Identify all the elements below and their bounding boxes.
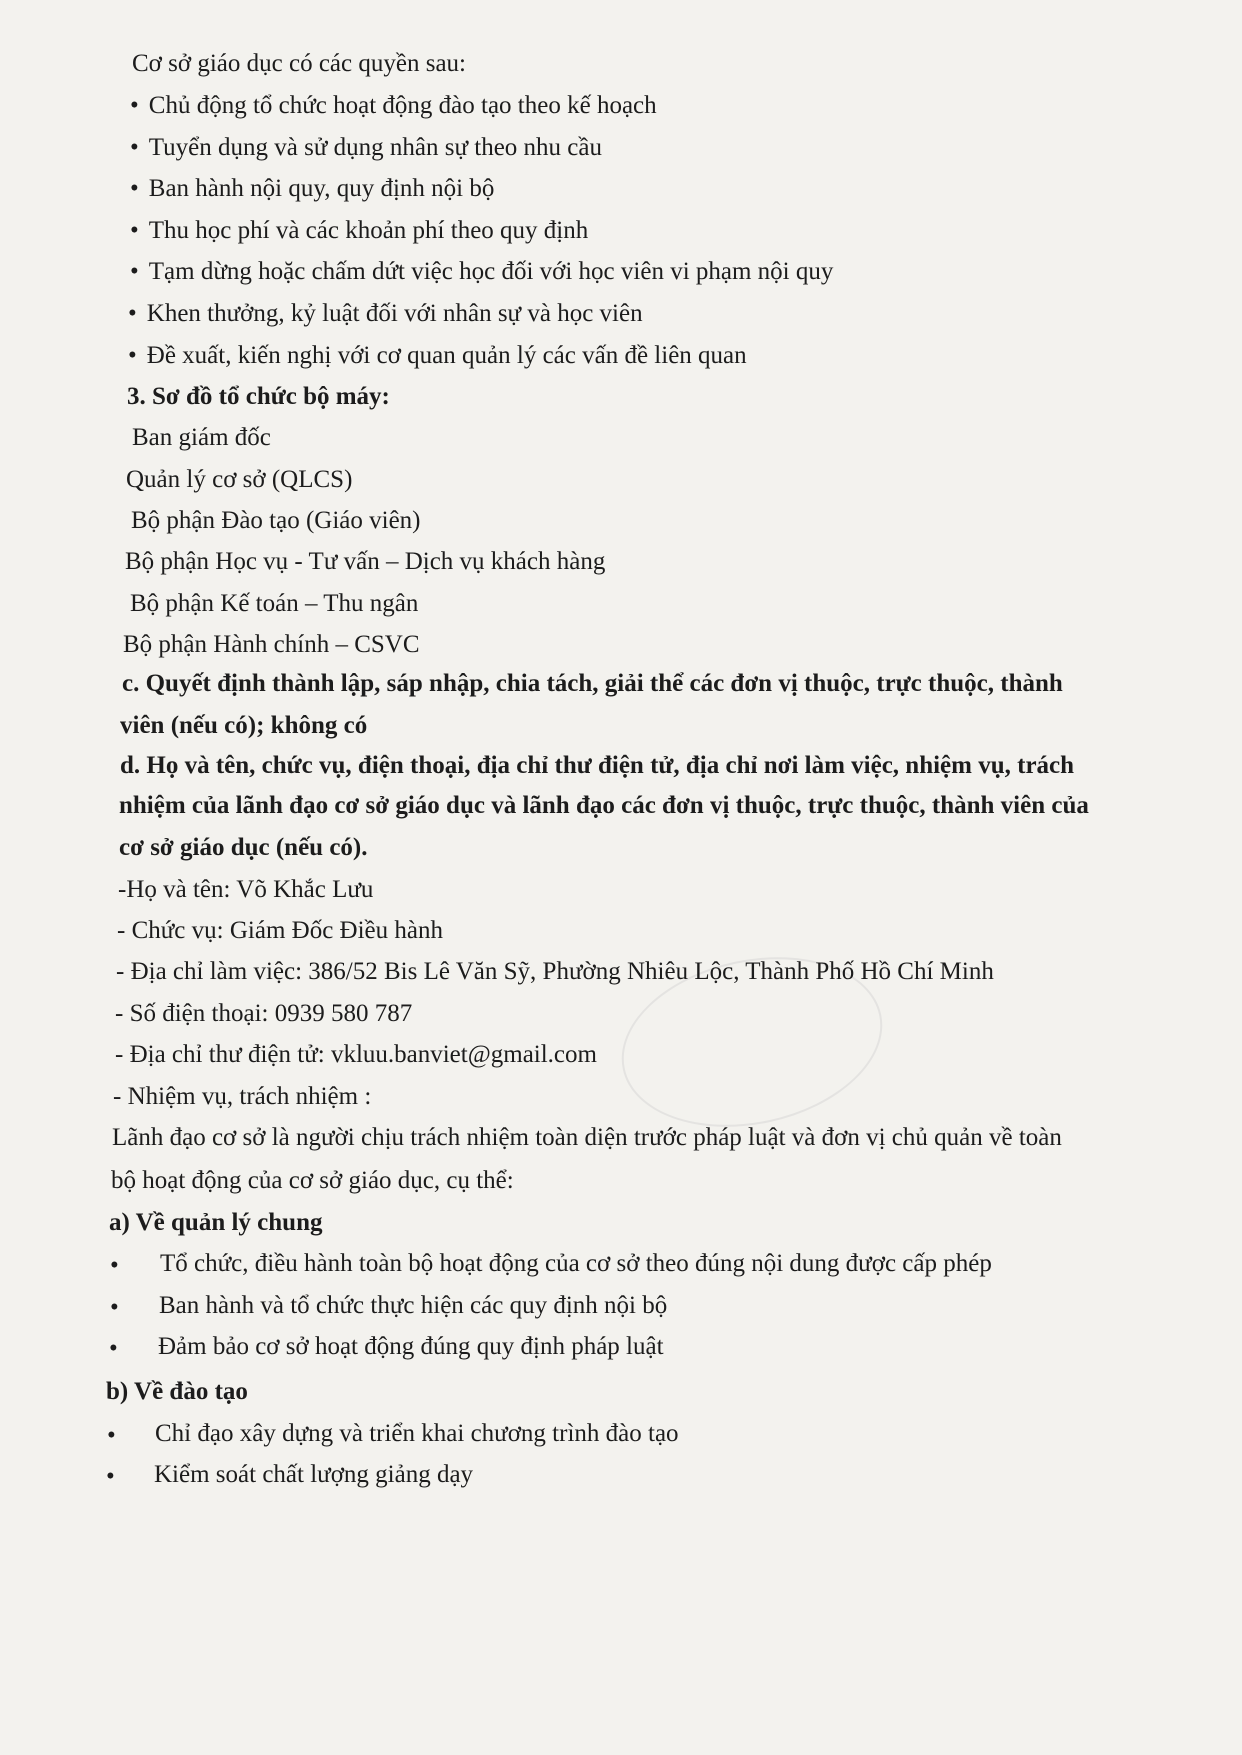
org-unit: Bộ phận Học vụ - Tư vấn – Dịch vụ khách hàng <box>125 548 606 575</box>
bullet-icon: • <box>130 258 139 285</box>
bullet-icon: • <box>130 134 139 161</box>
management-item: Ban hành và tổ chức thực hiện các quy định nội bộ <box>159 1292 668 1319</box>
rights-item: • Chủ động tổ chức hoạt động đào tạo theo kế hoạch <box>130 90 657 122</box>
rights-item: • Ban hành nội quy, quy định nội bộ <box>130 173 494 205</box>
rights-item: • Tạm dừng hoặc chấm dứt việc học đối với học viên vi phạm nội quy <box>130 256 833 288</box>
org-unit: Quản lý cơ sở (QLCS) <box>126 466 353 493</box>
org-unit: Bộ phận Hành chính – CSVC <box>123 631 420 658</box>
training-heading: b) Về đào tạo <box>106 1378 248 1405</box>
bullet-icon: • <box>128 300 137 327</box>
org-unit: Bộ phận Kế toán – Thu ngân <box>130 590 419 617</box>
bullet-icon: • <box>130 92 139 119</box>
leader-phone: - Số điện thoại: 0939 580 787 <box>115 1000 413 1027</box>
section-d-heading-cont: nhiệm của lãnh đạo cơ sở giáo dục và lãnh đạo các đơn vị thuộc, trực thuộc, thành viên của <box>119 792 1089 819</box>
bullet-icon: • <box>110 1252 119 1279</box>
section-c-heading: c. Quyết định thành lập, sáp nhập, chia tách, giải thể các đơn vị thuộc, trực thuộc, thành <box>122 670 1063 697</box>
leader-email: - Địa chỉ thư điện tử: vkluu.banviet@gmail.com <box>115 1041 597 1068</box>
org-unit: Ban giám đốc <box>132 424 271 451</box>
leader-name: -Họ và tên: Võ Khắc Lưu <box>118 876 374 903</box>
rights-item: • Đề xuất, kiến nghị với cơ quan quản lý các vấn đề liên quan <box>128 340 747 372</box>
org-unit: Bộ phận Đào tạo (Giáo viên) <box>131 507 421 534</box>
rights-intro: Cơ sở giáo dục có các quyền sau: <box>132 50 466 77</box>
rights-item: • Thu học phí và các khoản phí theo quy định <box>130 215 588 247</box>
training-item: Chỉ đạo xây dựng và triển khai chương trình đào tạo <box>155 1420 679 1447</box>
leader-summary: Lãnh đạo cơ sở là người chịu trách nhiệm toàn diện trước pháp luật và đơn vị chủ quản về toàn <box>112 1124 1062 1151</box>
leader-address: - Địa chỉ làm việc: 386/52 Bis Lê Văn Sỹ, Phường Nhiêu Lộc, Thành Phố Hồ Chí Minh <box>116 958 994 985</box>
section-c-heading-cont: viên (nếu có); không có <box>120 712 368 739</box>
bullet-icon: • <box>130 175 139 202</box>
training-item: Kiểm soát chất lượng giảng dạy <box>154 1461 474 1488</box>
rights-item: • Khen thưởng, kỷ luật đối với nhân sự và học viên <box>128 298 643 330</box>
bullet-icon: • <box>107 1422 116 1449</box>
bullet-icon: • <box>128 342 137 369</box>
leader-position: - Chức vụ: Giám Đốc Điều hành <box>117 917 443 944</box>
section-d-heading-end: cơ sở giáo dục (nếu có). <box>119 834 368 861</box>
management-heading: a) Về quản lý chung <box>109 1209 323 1236</box>
management-item: Đảm bảo cơ sở hoạt động đúng quy định pháp luật <box>158 1333 664 1360</box>
management-item: Tổ chức, điều hành toàn bộ hoạt động của cơ sở theo đúng nội dung được cấp phép <box>160 1250 992 1277</box>
bullet-icon: • <box>110 1294 119 1321</box>
org-heading: 3. Sơ đồ tổ chức bộ máy: <box>127 383 390 410</box>
bullet-icon: • <box>106 1463 115 1490</box>
bullet-icon: • <box>109 1335 118 1362</box>
leader-summary-cont: bộ hoạt động của cơ sở giáo dục, cụ thể: <box>111 1167 514 1194</box>
section-d-heading: d. Họ và tên, chức vụ, điện thoại, địa chỉ thư điện tử, địa chỉ nơi làm việc, nhiệm vụ, trách <box>120 752 1075 779</box>
leader-duties-label: - Nhiệm vụ, trách nhiệm : <box>113 1083 372 1110</box>
rights-item: • Tuyển dụng và sử dụng nhân sự theo nhu cầu <box>130 132 602 164</box>
bullet-icon: • <box>130 217 139 244</box>
